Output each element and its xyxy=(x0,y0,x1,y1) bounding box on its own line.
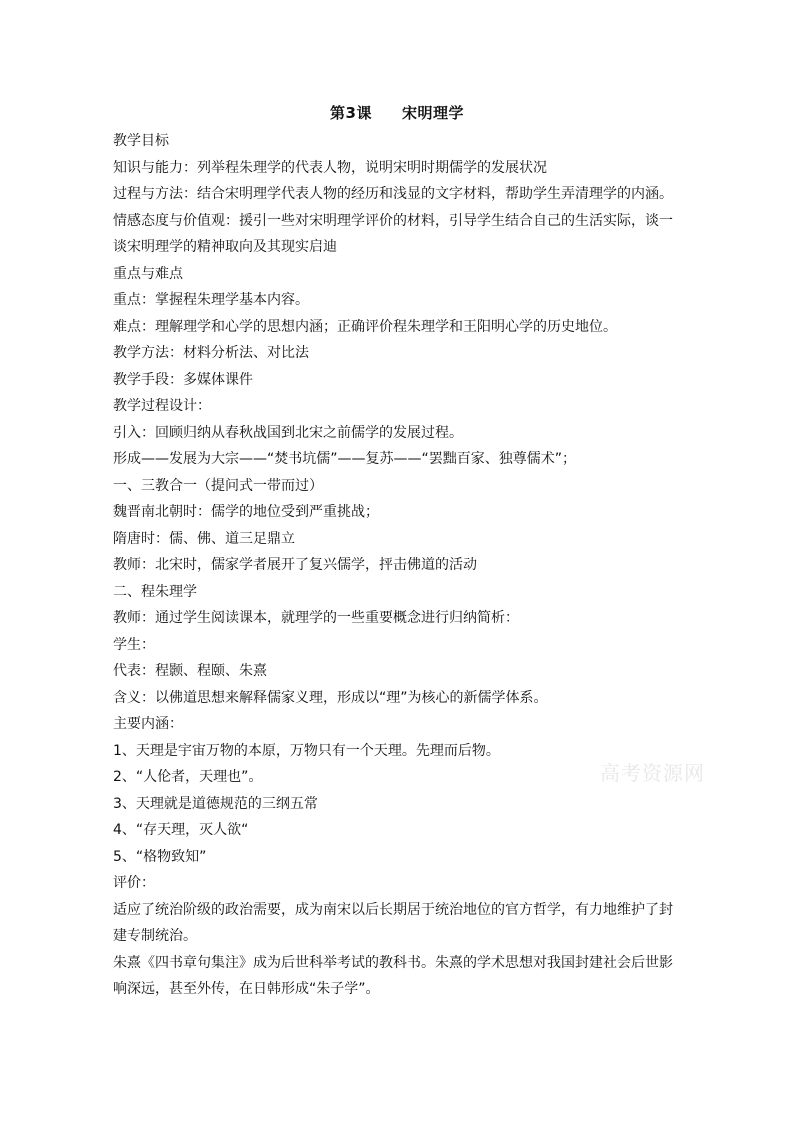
text-line: 教学目标 xyxy=(113,133,169,149)
lesson-title xyxy=(0,102,794,123)
text-line: 形成——发展为大宗——“焚书坑儒”——复苏——“罢黜百家、独尊儒术”； xyxy=(113,451,577,467)
text-line: 4、“存天理，灭人欲“ xyxy=(113,822,249,838)
text-line: 建专制统治。 xyxy=(113,928,197,944)
text-line: 适应了统治阶级的政治需要，成为南宋以后长期居于统治地位的官方哲学，有力地维护了封 xyxy=(113,901,673,918)
text-line: 隋唐时：儒、佛、道三足鼎立 xyxy=(113,530,295,547)
text-line: 响深远，甚至外传，在日韩形成“朱子学”。 xyxy=(113,981,380,997)
text-line: 难点：理解理学和心学的思想内涵；正确评价程朱理学和王阳明心学的历史地位。 xyxy=(113,318,617,335)
text-line: 主要内涵： xyxy=(113,716,183,732)
text-line: 谈宋明理学的精神取向及其现实启迪 xyxy=(113,239,337,255)
text-line: 情感态度与价值观：援引一些对宋明理学评价的材料，引导学生结合自己的生活实际，谈一 xyxy=(113,212,673,229)
text-line: 学生： xyxy=(113,636,155,653)
text-line: 知识与能力：列举程朱理学的代表人物，说明宋明时期儒学的发展状况 xyxy=(113,159,547,176)
text-line: 引入：回顾归纳从春秋战国到北宋之前儒学的发展过程。 xyxy=(113,424,463,441)
text-line: 魏晋南北朝时：儒学的地位受到严重挑战； xyxy=(113,504,379,520)
text-line: 代表：程颢、程颐、朱熹 xyxy=(113,663,267,679)
text-line: 教师：通过学生阅读课本，就理学的一些重要概念进行归纳简析： xyxy=(113,610,519,626)
text-line: 重点：掌握程朱理学基本内容。 xyxy=(113,292,309,308)
text-line: 教师：北宋时，儒家学者展开了复兴儒学，抨击佛道的活动 xyxy=(113,557,477,573)
text-line: 5、“格物致知” xyxy=(113,848,207,865)
text-line: 教学过程设计： xyxy=(113,398,211,414)
text-line: 1、天理是宇宙万物的本原，万物只有一个天理。先理而后物。 xyxy=(113,742,500,759)
text-line: 教学方法：材料分析法、对比法 xyxy=(113,345,309,361)
text-line: 含义：以佛道思想来解释儒家义理，形成以“理”为核心的新儒学体系。 xyxy=(113,689,548,706)
text-line: 过程与方法：结合宋明理学代表人物的经历和浅显的文字材料，帮助学生弄清理学的内涵。 xyxy=(113,186,673,202)
text-line: 评价： xyxy=(113,875,155,891)
text-line: 3、天理就是道德规范的三纲五常 xyxy=(113,795,318,812)
lesson-body xyxy=(113,128,683,1003)
text-line: 2、“人伦者，天理也”。 xyxy=(113,769,263,785)
text-line: 朱熹《四书章句集注》成为后世科举考试的教科书。朱熹的学术思想对我国封建社会后世影 xyxy=(113,954,673,971)
text-line: 重点与难点 xyxy=(113,265,183,282)
watermark: 高考资源网 xyxy=(600,761,705,785)
lesson-number: 第3课 xyxy=(330,104,372,122)
text-line: 一、三教合一（提问式一带而过） xyxy=(113,477,323,494)
lesson-name: 宋明理学 xyxy=(401,104,464,122)
text-line: 教学手段：多媒体课件 xyxy=(113,371,253,388)
text-line: 二、程朱理学 xyxy=(113,583,197,600)
